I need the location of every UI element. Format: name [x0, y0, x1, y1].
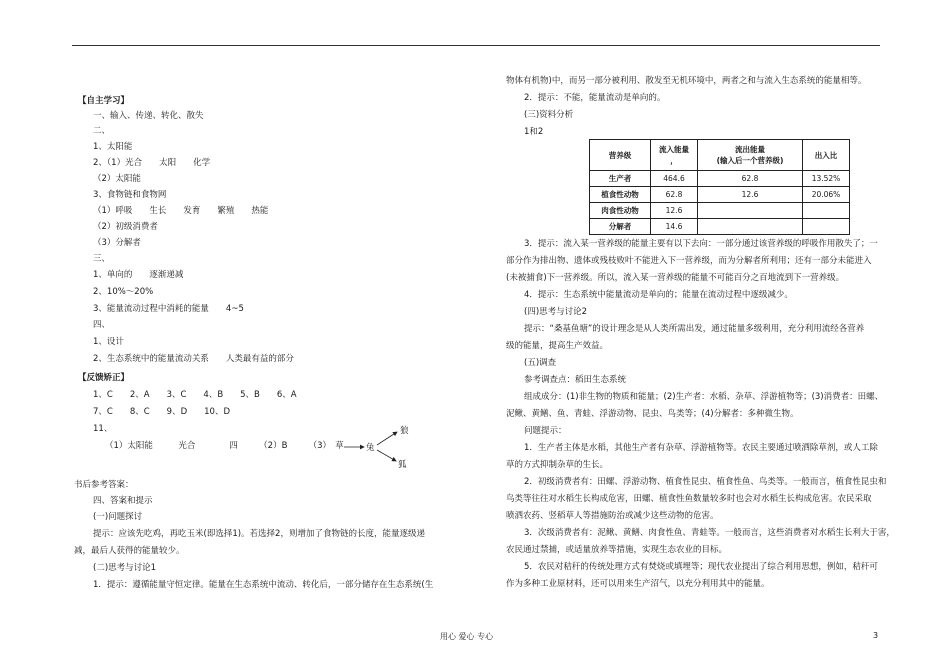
header-cell — [698, 140, 803, 171]
text-line: 级的能量，提高生产效益。 — [506, 341, 609, 351]
table-cell: 14.6 — [651, 219, 698, 235]
table-header-row — [590, 140, 850, 171]
text-line: 1．提示：遵循能量守恒定律。能量在生态系统中流动、转化后，一部分储存在生态系统(生 — [93, 580, 434, 590]
food-web-fox: 狐 — [398, 460, 407, 470]
table-row — [590, 171, 850, 187]
text-line: （1）呼吸 生长 发育 繁殖 热能 — [93, 206, 269, 216]
text-line: 1．生产者主体是水稻，其他生产者有杂草、浮游植物等。农民主要通过喷洒除草剂，或人工除 — [524, 443, 878, 453]
text-line: 1和2 — [524, 127, 544, 137]
text-line: 3．提示：流入某一营养级的能量主要有以下去向：一部分通过该营养级的呼吸作用散失了；一 — [524, 239, 878, 249]
table-cell: 肉食性动物 — [590, 203, 651, 219]
table-cell: 植食性动物 — [590, 187, 651, 203]
text-line: 2．初级消费者有：田螺、浮游动物、植食性昆虫、植食性鱼、鸟类等。一般而言，植食性昆虫和 — [524, 477, 887, 487]
text-line: 泥鳅、黄鳝、鱼、青蛙、浮游动物、昆虫、鸟类等；(4)分解者：多种微生物。 — [506, 409, 799, 419]
arrow-rabbit-fox — [377, 450, 396, 461]
text-line: (三)资料分析 — [524, 110, 574, 120]
text-line: 2、（1）光合 太阳 化学 — [93, 158, 211, 168]
table-cell — [803, 203, 850, 219]
table-cell: 20.06% — [803, 187, 850, 203]
table-row — [590, 219, 850, 235]
text-line: 作为多种工业原材料，还可以用来生产沼气，以充分利用其中的能量。 — [506, 579, 770, 589]
text-line: （2）太阳能 — [93, 174, 141, 184]
text-line: 3、能量流动过程中消耗的能量 4~5 — [93, 304, 244, 314]
header-cell-text: 流出能量 — [735, 145, 765, 154]
text-line: (一)问题探讨 — [93, 512, 143, 522]
text-line: 喷洒农药、竖稻草人等措施防治或减少这些动物的危害。 — [506, 511, 719, 521]
table-cell: 62.8 — [651, 187, 698, 203]
text-line: 组成成分：(1)非生物的物质和能量；(2)生产者：水稻、杂草、浮游植物等；(3)消费者：田螺、 — [524, 392, 884, 402]
table-cell: 464.6 — [651, 171, 698, 187]
table-row — [590, 187, 850, 203]
table-cell: 13.52% — [803, 171, 850, 187]
text-line: （2）初级消费者 — [93, 222, 158, 232]
food-web-rabbit: 兔 — [366, 443, 375, 453]
text-line: 4．提示：生态系统中能量流动是单向的；能量在流动过程中逐级减少。 — [524, 290, 793, 300]
text-line: 2．提示：不能，能量流动是单向的。 — [524, 93, 666, 103]
food-web-arrows — [88, 0, 468, 480]
header-cell: 出入比 — [803, 140, 850, 171]
table-cell: 12.6 — [651, 203, 698, 219]
food-web-wolf: 狼 — [400, 426, 409, 436]
text-line: 四、 — [93, 320, 111, 330]
text-line: 参考调查点：稻田生态系统 — [524, 375, 627, 385]
text-line: 书后参考答案： — [74, 480, 134, 490]
text-line: 1、设计 — [93, 337, 124, 347]
text-line: 5．农民对秸秆的传统处理方式有焚烧或填埋等；现代农业提出了综合利用思想，例如，秸秆可 — [524, 562, 878, 572]
section-heading: 【自主学习】 — [78, 96, 130, 106]
text-line: 草的方式抑制杂草的生长。 — [506, 460, 609, 470]
text-line: 7、C 8、C 9、D 10、D — [93, 407, 231, 417]
text-line: 2、生态系统中的能量流动关系 人类最有益的部分 — [93, 354, 294, 364]
text-line: 1、太阳能 — [93, 142, 133, 152]
text-line: 1、单向的 逐渐递减 — [93, 270, 184, 280]
header-cell-mark: ， — [670, 156, 678, 165]
table-cell — [803, 219, 850, 235]
table-cell: 12.6 — [698, 187, 803, 203]
text-line: (四)思考与讨论2 — [524, 307, 588, 317]
text-line: （3）分解者 — [93, 238, 141, 248]
section-heading: 【反馈矫正】 — [78, 373, 130, 383]
arrow-rabbit-wolf — [377, 432, 397, 445]
header-cell: 营养级 — [590, 140, 651, 171]
text-line: (未被捕食)下一营养级。所以，流入某一营养级的能量不可能百分之百地流到下一营养级。 — [506, 273, 845, 283]
text-line: (二)思考与讨论1 — [93, 563, 157, 573]
text-line: 鸟类等往往对水稻生长构成危害，田螺、植食性鱼数量较多时也会对水稻生长构成危害。农民采取 — [506, 494, 872, 504]
table-cell — [698, 203, 803, 219]
text-line: 2、10%～20% — [93, 287, 154, 297]
table-cell: 生产者 — [590, 171, 651, 187]
text-line: (五)调查 — [524, 358, 557, 368]
energy-flow-table — [589, 139, 850, 235]
table-cell: 62.8 — [698, 171, 803, 187]
table-cell — [698, 219, 803, 235]
header-cell — [651, 140, 698, 171]
text-line: 1、C 2、A 3、C 4、B 5、B 6、A — [93, 390, 297, 400]
text-line: 问题提示： — [524, 426, 567, 436]
text-line: 二、 — [93, 126, 111, 136]
text-line: 四、答案和提示 — [93, 496, 153, 506]
text-line: 农民通过禁捕，或适量放养等措施，实现生态农业的目标。 — [506, 545, 728, 555]
table-row — [590, 203, 850, 219]
table-cell: 分解者 — [590, 219, 651, 235]
footer-motto: 用心 爱心 专心 — [440, 632, 494, 641]
text-line: 部分作为排出物、遗体或残枝败叶不能进入下一营养级，而为分解者所利用；还有一部分未能进入 — [506, 256, 872, 266]
text-line: 物体有机物)中，而另一部分被利用、散发至无机环境中，两者之和与流入生态系统的能量相等。 — [506, 76, 867, 86]
text-line: 3．次级消费者有：泥鳅、黄鳝、肉食性鱼、青蛙等。一般而言，这些消费者对水稻生长利大于害， — [524, 528, 895, 538]
text-line: （1）太阳能 光合 四 （2）B （3） 草 — [105, 441, 344, 451]
text-line: 减，最后人获得的能量较少。 — [74, 546, 185, 556]
text-line: 三、 — [93, 254, 111, 264]
text-line: 3、食物链和食物网 — [93, 190, 167, 200]
header-cell-text: 流入能量 — [659, 145, 689, 154]
text-line: 提示：应该先吃鸡，再吃玉米(即选择1)。若选择2，则增加了食物链的长度，能量逐级递 — [93, 529, 425, 539]
text-line: 一、输入、传递、转化、散失 — [93, 111, 204, 121]
text-line: 提示：“桑基鱼塘”的设计理念是从人类所需出发，通过能量多级利用，充分利用流经各营养 — [524, 324, 865, 334]
header-cell-subtext: (输入后一个营养级) — [716, 156, 784, 165]
page-number: 3 — [873, 631, 879, 640]
text-line: 11、 — [93, 424, 113, 434]
